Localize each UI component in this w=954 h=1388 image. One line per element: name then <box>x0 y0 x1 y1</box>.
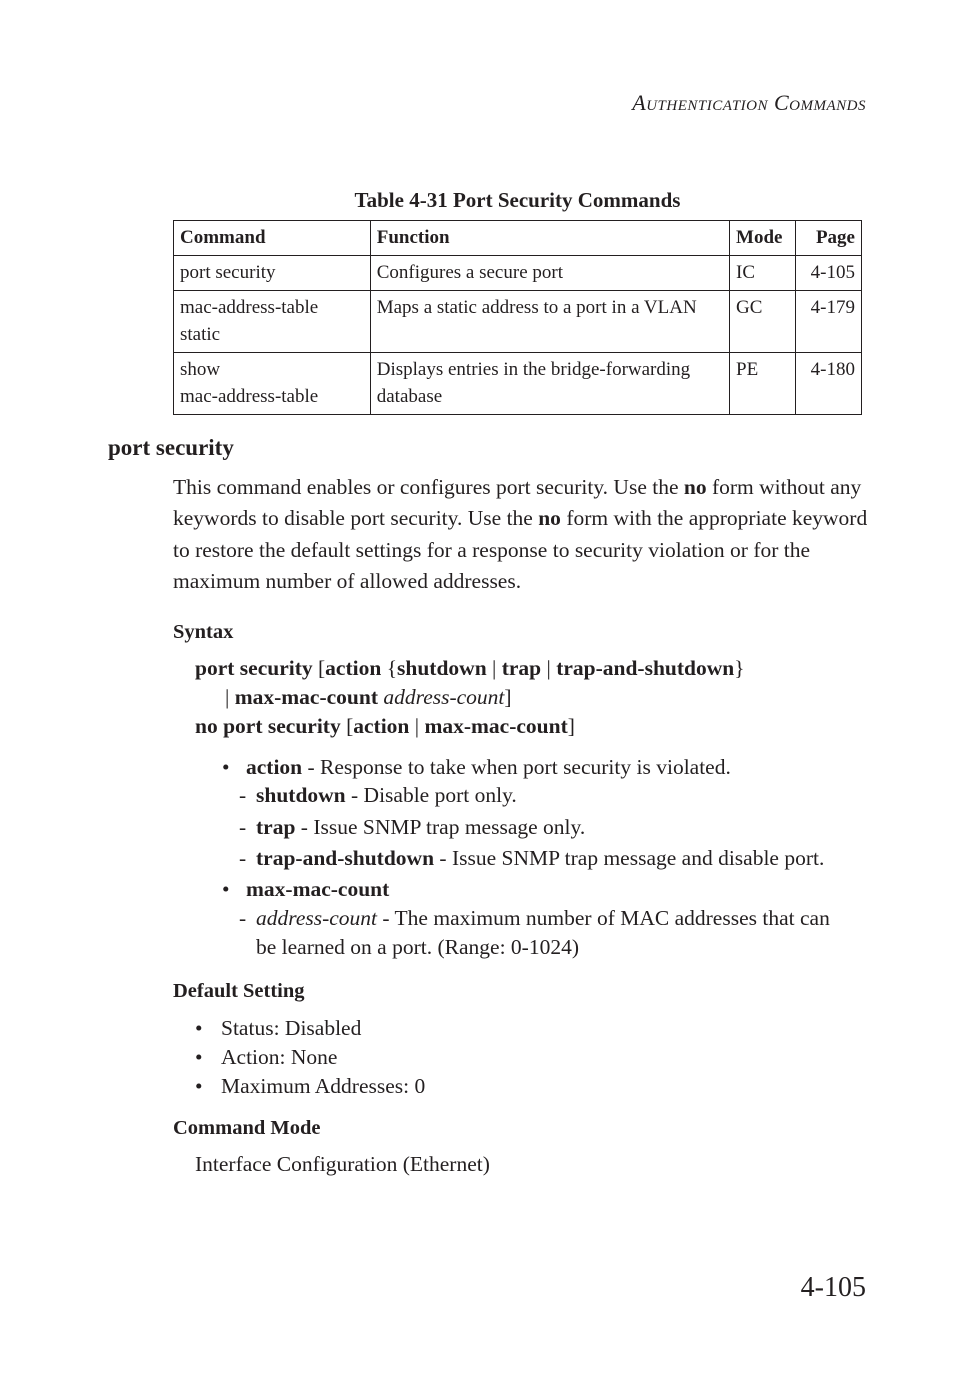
bullet-icon: • <box>222 755 230 779</box>
param-shutdown <box>239 783 517 808</box>
intro-text: form with the appropriate keyword to restore the default settings for a response to security violation or for the maximum number of allowed addresses. <box>173 506 868 593</box>
syntax-keyword: max-mac-count <box>424 714 568 738</box>
intro-text: form without any keywords to disable port security. Use the <box>173 475 862 531</box>
syntax-keyword: port security <box>195 656 313 680</box>
param-name: max-mac-count <box>246 877 390 901</box>
page-number: 4-105 <box>800 1272 866 1303</box>
cell-page: 4-180 <box>796 353 862 415</box>
syntax-keyword: action <box>325 656 382 680</box>
param-name: trap-and-shutdown <box>256 846 435 870</box>
syntax-text: [ <box>340 714 354 738</box>
syntax-keyword: no port security <box>195 714 341 738</box>
syntax-keyword: max-mac-count <box>234 685 378 709</box>
default-setting-list <box>195 1014 425 1101</box>
param-desc: - The maximum number of MAC addresses that can <box>377 906 830 930</box>
bullet-icon: • <box>195 1045 203 1069</box>
bullet-icon: • <box>195 1074 203 1098</box>
syntax-text: } <box>734 656 745 680</box>
cell-mode: IC <box>730 256 796 291</box>
bullet-icon: • <box>195 1016 203 1040</box>
syntax-keyword: trap <box>501 656 542 680</box>
intro-keyword-no: no <box>683 475 707 499</box>
param-name: shutdown <box>256 783 346 807</box>
syntax-text: | <box>409 714 425 738</box>
param-desc: - Disable port only. <box>345 783 517 807</box>
running-header: Authentication Commands <box>632 90 866 115</box>
list-item <box>195 1072 425 1101</box>
cell-function: Configures a secure port <box>370 256 729 291</box>
syntax-keyword: action <box>353 714 410 738</box>
syntax-keyword: trap-and-shutdown <box>556 656 735 680</box>
param-max-mac-count <box>222 877 389 902</box>
section-title: port security <box>108 435 234 460</box>
syntax-line-3 <box>195 714 575 739</box>
intro-keyword-no: no <box>538 506 561 531</box>
param-name: address-count <box>256 906 378 930</box>
command-mode-text: Interface Configuration (Ethernet) <box>195 1152 490 1176</box>
syntax-line-1 <box>195 656 745 681</box>
param-address-count <box>239 906 830 931</box>
param-trap-and-shutdown <box>239 846 824 871</box>
cell-command <box>174 353 371 415</box>
table-header-row <box>174 221 862 256</box>
syntax-text: { <box>381 656 398 680</box>
cell-command-line: mac-address-table <box>180 386 319 407</box>
cell-page: 4-179 <box>796 291 862 353</box>
param-name: action <box>246 755 303 779</box>
list-item <box>195 1043 425 1072</box>
column-header-function: Function <box>370 221 729 256</box>
param-desc: - Issue SNMP trap message only. <box>295 815 586 839</box>
syntax-text: | <box>486 656 502 680</box>
cell-command-line: show <box>180 359 221 380</box>
intro-paragraph <box>173 472 873 597</box>
dash-icon: - <box>239 906 247 930</box>
syntax-line-2 <box>225 685 512 710</box>
cell-command-line: mac-address-table <box>180 297 319 318</box>
list-item-text: Action: None <box>221 1045 338 1069</box>
syntax-heading: Syntax <box>173 621 234 643</box>
dash-icon: - <box>239 815 247 839</box>
syntax-text: ] <box>567 714 575 738</box>
syntax-argument: address-count <box>383 685 505 709</box>
port-security-commands-table <box>173 220 862 415</box>
table-row <box>174 291 862 353</box>
column-header-page: Page <box>796 221 862 256</box>
syntax-text: [ <box>312 656 326 680</box>
list-item-text: Status: Disabled <box>221 1016 362 1040</box>
cell-command: port security <box>174 256 371 291</box>
column-header-command: Command <box>174 221 371 256</box>
param-desc: - Response to take when port security is violated. <box>302 755 731 779</box>
syntax-text: | <box>541 656 557 680</box>
column-header-mode: Mode <box>730 221 796 256</box>
list-item-text: Maximum Addresses: 0 <box>221 1074 426 1098</box>
param-action <box>222 755 731 780</box>
table-row <box>174 353 862 415</box>
default-setting-heading: Default Setting <box>173 980 305 1002</box>
cell-function-line: Displays entries in the bridge-forwarding <box>376 359 691 380</box>
dash-icon: - <box>239 846 247 870</box>
syntax-text: ] <box>504 685 512 709</box>
cell-page: 4-105 <box>796 256 862 291</box>
param-address-count-cont: be learned on a port. (Range: 0-1024) <box>256 935 579 959</box>
param-name: trap <box>256 815 296 839</box>
command-mode-heading: Command Mode <box>173 1117 321 1139</box>
list-item <box>195 1014 425 1043</box>
table-caption: Table 4-31 Port Security Commands <box>354 188 681 212</box>
param-desc: - Issue SNMP trap message and disable port. <box>434 846 825 870</box>
cell-mode: PE <box>730 353 796 415</box>
syntax-text: | <box>225 685 235 709</box>
table-row <box>174 256 862 291</box>
cell-mode: GC <box>730 291 796 353</box>
cell-function: Maps a static address to a port in a VLAN <box>370 291 729 353</box>
syntax-keyword: shutdown <box>397 656 487 680</box>
intro-text: This command enables or configures port security. Use the <box>173 475 684 499</box>
dash-icon: - <box>239 783 247 807</box>
bullet-icon: • <box>222 877 230 901</box>
cell-command <box>174 291 371 353</box>
cell-command-line: static <box>180 324 221 345</box>
param-trap <box>239 815 585 840</box>
cell-function-line: database <box>376 386 443 407</box>
cell-function <box>370 353 729 415</box>
